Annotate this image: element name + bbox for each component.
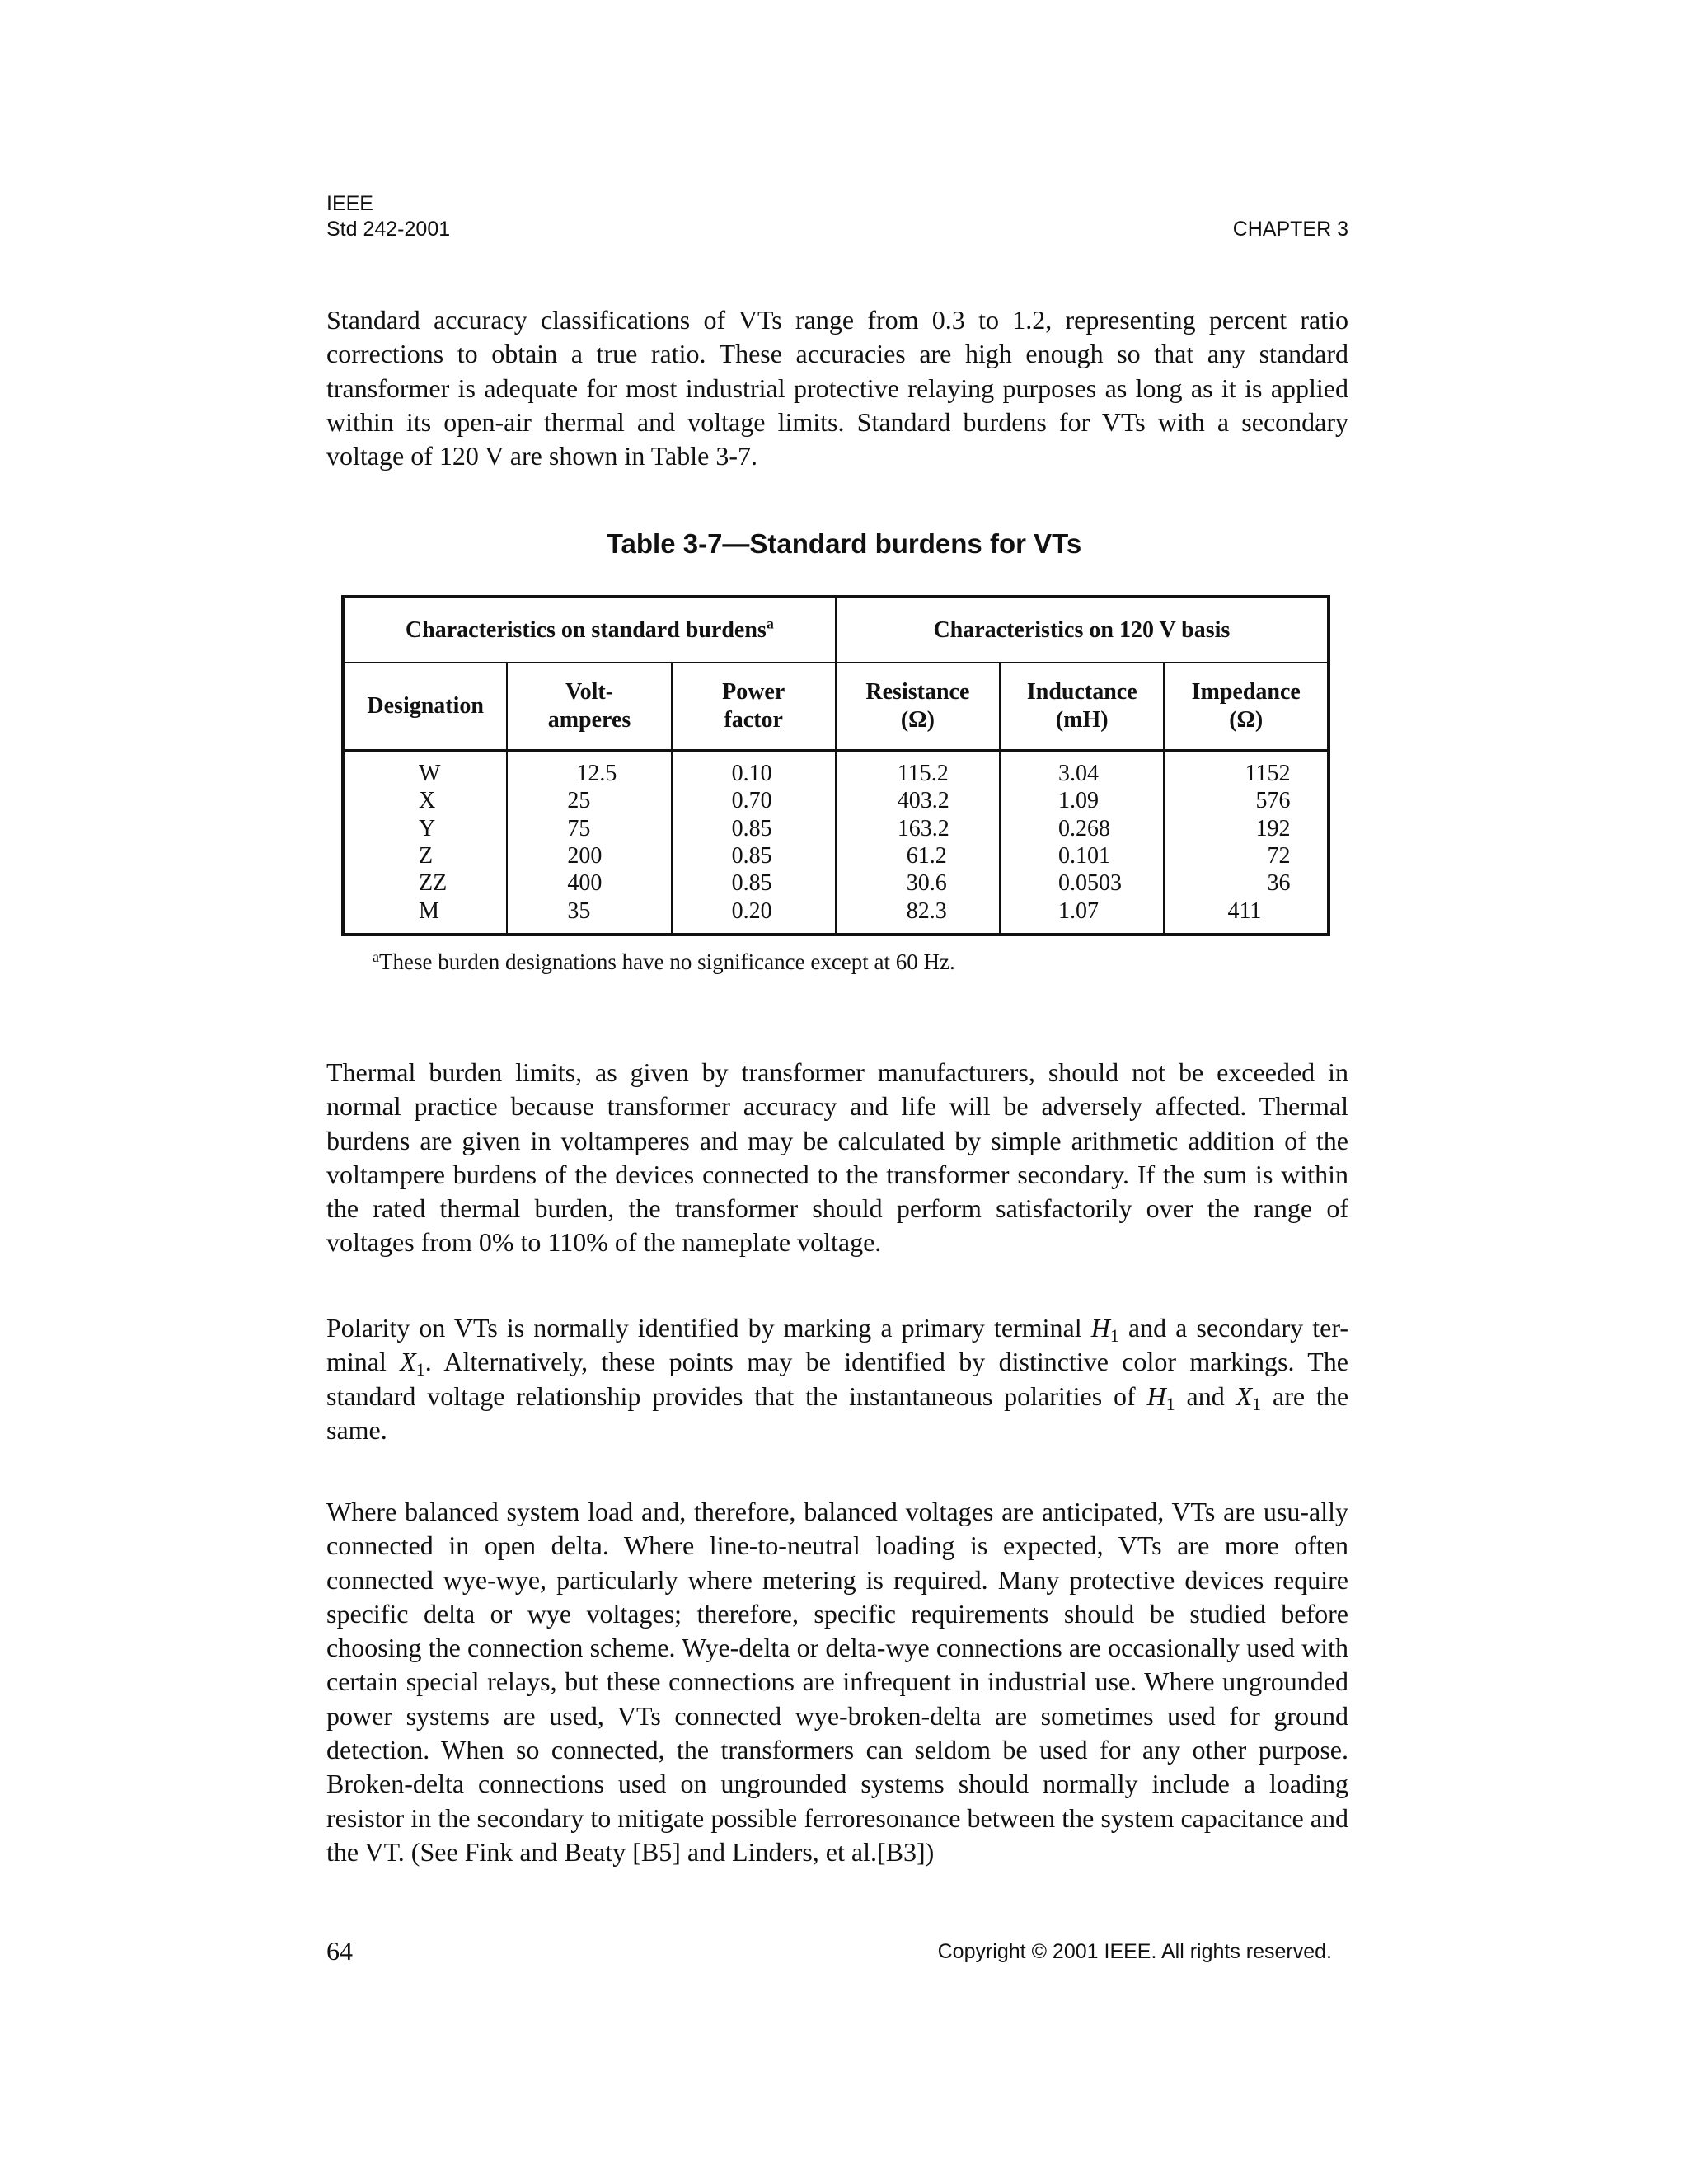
table-row (343, 787, 1329, 814)
table-row (343, 842, 1329, 869)
cell-power-factor: 0.85 (672, 869, 836, 897)
table-footnote: $^a$These burden designations have no significance except at 60 Hz. (373, 949, 955, 974)
table-row (343, 869, 1329, 897)
cell-resistance: 61.2 (836, 842, 1000, 869)
table-group-header-row (343, 597, 1329, 663)
cell-resistance: 30.6 (836, 869, 1000, 897)
cell-inductance: 0.101 (1000, 842, 1164, 869)
cell-power-factor: 0.85 (672, 815, 836, 842)
cell-designation: M (343, 897, 507, 934)
header-org: IEEE (326, 192, 373, 215)
column-header-power-factor: Power factor (672, 663, 836, 751)
cell-resistance: 403.2 (836, 787, 1000, 814)
paragraph-polarity: Polarity on VTs is normally identified by marking a primary terminal $H_1$ and a secondary ter-minal $X_1$. Alternatively, these points may be identified by distinctive color markings. The standard voltage relationship provides that the instantaneous polarities of $H_1$ and $X_1$ are the same. (326, 1313, 1349, 1445)
cell-designation: W (343, 751, 507, 787)
cell-resistance: 82.3 (836, 897, 1000, 934)
group-header-120v-basis: Characteristics on 120 V basis (836, 597, 1329, 663)
cell-impedance: 72 (1267, 843, 1291, 869)
footnote-marker: a (373, 949, 379, 965)
column-header-impedance: Impedance (Ω) (1164, 663, 1329, 751)
paragraph-thermal-burden: Thermal burden limits, as given by transformer manufacturers, should not be exceeded in normal practice because transformer accuracy and life will be adversely affected. Thermal burdens are given in voltamperes and may be calculated by simple arithmetic addition of the voltampere burdens of the devices connected to the transformer secondary. If the sum is within the rated thermal burden, the transformer should perform satisfactorily over the range of voltages from 0% to 110% of the nameplate voltage. (326, 1057, 1348, 1258)
page-number: 64 (326, 1936, 353, 1966)
paragraph-connections: Where balanced system load and, therefore, balanced voltages are anticipated, VTs are usu-ally connected in open delta. Where line-to-neutral loading is expected, VTs are more often connected wye-wye, particularly where metering is required. Many protective devices require specific delta or wye voltages; therefore, specific requirements should be studied before choosing the connection scheme. Wye-delta or delta-wye connections are occasionally used with certain special relays, but these connections are infrequent in industrial use. Where ungrounded power systems are used, VTs connected wye-broken-delta are sometimes used for ground detection. When so connected, the transformers can seldom be used for any other purpose. Broken-delta connections used on ungrounded systems should normally include a loading resistor in the secondary to mitigate possible ferroresonance between the system capacitance and the VT. (See Fink and Beaty [B5] and Linders, et al.[B3]) (326, 1497, 1348, 1867)
cell-inductance: 0.268 (1000, 815, 1164, 842)
column-header-volt-amperes: Volt- amperes (507, 663, 671, 751)
header-standard-number: Std 242-2001 (326, 218, 451, 241)
column-header-designation: Designation (343, 663, 507, 751)
paragraph-accuracy: Standard accuracy classifications of VTs range from 0.3 to 1.2, representing percent ratio corrections to obtain a true ratio. These accuracies are high enough so that any standard transformer is adequate for most industrial protective relaying purposes as long as it is applied within its open-air thermal and voltage limits. Standard burdens for VTs with a secondary voltage of 120 V are shown in Table 3-7. (326, 305, 1348, 471)
header-chapter: CHAPTER 3 (1232, 218, 1348, 241)
cell-designation: X (343, 787, 507, 814)
cell-resistance: 115.2 (836, 751, 1000, 787)
footnote-marker: a (766, 615, 774, 632)
cell-power-factor: 0.85 (672, 842, 836, 869)
cell-inductance: 1.09 (1000, 787, 1164, 814)
standard-burdens-table (341, 595, 1330, 936)
table-row (343, 897, 1329, 934)
table-column-header-row (343, 663, 1329, 751)
cell-inductance: 0.0503 (1000, 869, 1164, 897)
table-title: Table 3-7—Standard burdens for VTs (606, 528, 1082, 559)
cell-inductance: 3.04 (1000, 751, 1164, 787)
cell-impedance: 1152 (1245, 761, 1291, 787)
cell-inductance: 1.07 (1000, 897, 1164, 934)
running-header-left (326, 191, 450, 242)
column-header-resistance: Resistance (Ω) (836, 663, 1000, 751)
table-row (343, 815, 1329, 842)
cell-designation: Y (343, 815, 507, 842)
cell-volt-amperes: 35 (507, 897, 671, 934)
cell-impedance: 36 (1267, 870, 1291, 897)
cell-resistance: 163.2 (836, 815, 1000, 842)
cell-volt-amperes: 25 (507, 787, 671, 814)
group-header-standard-burdens: Characteristics on standard burdens$^a$ (343, 597, 836, 663)
copyright-notice: Copyright © 2001 IEEE. All rights reserved. (937, 1940, 1332, 1963)
cell-impedance: 192 (1255, 815, 1291, 841)
cell-power-factor: 0.10 (672, 751, 836, 787)
cell-impedance: 411 (1227, 898, 1262, 924)
cell-power-factor: 0.70 (672, 787, 836, 814)
column-header-inductance: Inductance (mH) (1000, 663, 1164, 751)
table-row (343, 751, 1329, 787)
cell-power-factor: 0.20 (672, 897, 836, 934)
cell-volt-amperes: 400 (507, 869, 671, 897)
cell-volt-amperes: 12.5 (507, 751, 671, 787)
cell-volt-amperes: 200 (507, 842, 671, 869)
cell-designation: ZZ (343, 869, 507, 897)
cell-impedance: 576 (1255, 788, 1291, 814)
cell-volt-amperes: 75 (507, 815, 671, 842)
cell-designation: Z (343, 842, 507, 869)
